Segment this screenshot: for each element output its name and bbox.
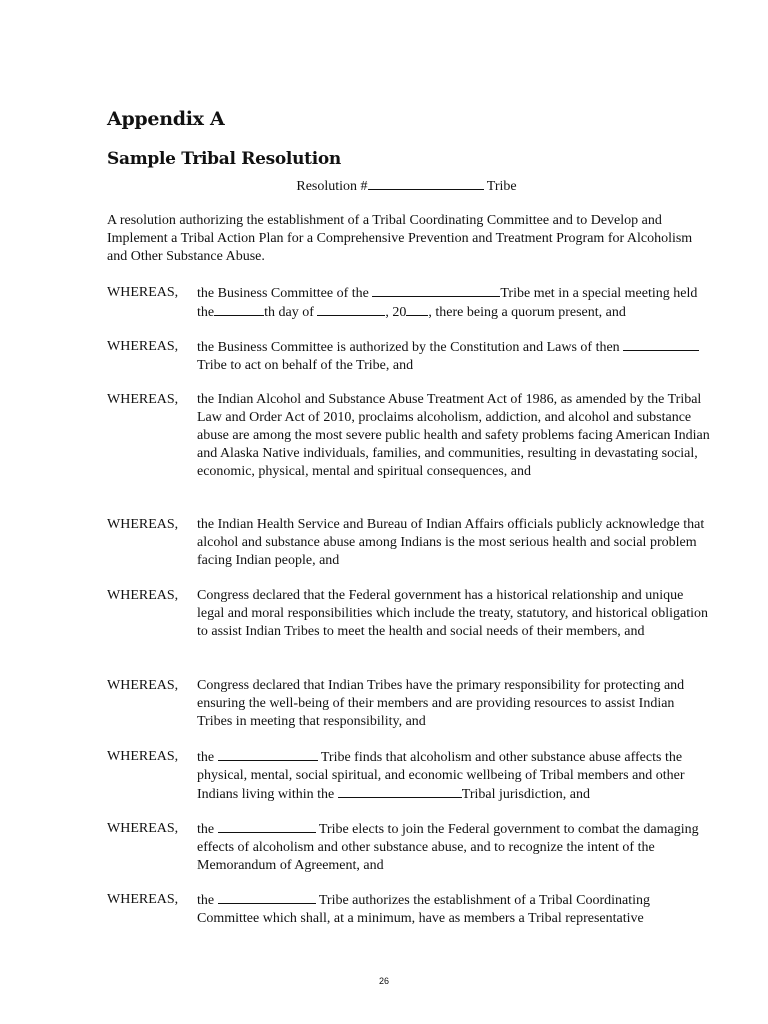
whereas-label: WHEREAS, [107,821,179,836]
clause-text: the Business Committee of the [197,286,373,301]
whereas-label: WHEREAS, [107,892,179,907]
resolution-prefix: Resolution # [296,179,368,194]
jurisdiction-blank [338,785,462,798]
clause-text: the [197,893,218,908]
clause-text: th day of [264,305,318,320]
whereas-label: WHEREAS, [107,749,179,764]
whereas-clause [107,820,712,875]
whereas-clause [107,338,712,375]
tribe-name-blank [218,748,318,761]
whereas-label: WHEREAS, [107,339,179,354]
whereas-clause [107,748,712,804]
whereas-label: WHEREAS, [107,588,179,603]
appendix-heading: Appendix A [107,108,225,130]
clause-text: the [197,822,218,837]
whereas-clause [107,284,712,322]
whereas-clause [107,677,712,731]
whereas-text [197,891,712,928]
tribe-name-blank [372,284,500,297]
resolution-intro: A resolution authorizing the establishment of a Tribal Coordinating Committee and to Develop and Implement a Tribal Action Plan for a Comprehensive Prevention and Treatment Program for Alcoholism and Other Substance Abuse. [107,213,693,264]
clause-text: Tribe elects to join the Federal government to combat the damaging effects of alcoholism and other substance abuse, and to recognize the intent of the Memorandum of Agreement, and [197,822,699,873]
document-title: Sample Tribal Resolution [107,149,341,169]
whereas-clause [107,587,712,641]
clause-text: Tribe authorizes the establishment of a Tribal Coordinating Committee which shall, at a minimum, have as members a Tribal representative [197,893,651,926]
page-number: 26 [378,976,389,986]
month-blank [317,303,385,316]
whereas-text: the Indian Health Service and Bureau of Indian Affairs officials publicly acknowledge that alcohol and substance abuse among Indians is the most serious health and social problem facing Indian people, and [197,517,705,568]
clause-text: , 20 [385,305,407,320]
whereas-text: Congress declared that the Federal government has a historical relationship and unique legal and moral responsibilities which include the treaty, statutory, and historical obligation to assist Indian Tribes to meet the health and social needs of their members, and [197,588,708,639]
clause-text: the Business Committee is authorized by the Constitution and Laws of then [197,340,620,355]
resolution-number-line [0,177,768,196]
whereas-label: WHEREAS, [107,678,179,693]
whereas-label: WHEREAS, [107,517,179,532]
tribe-name-blank [623,338,699,351]
whereas-clause [107,516,712,570]
whereas-label: WHEREAS, [107,285,179,300]
whereas-text: Congress declared that Indian Tribes have the primary responsibility for protecting and ensuring the well-being of their members and are providing resources to assist Indian Tribes in meeting that responsibility, and [197,678,685,729]
whereas-text: the Indian Alcohol and Substance Abuse Treatment Act of 1986, as amended by the Tribal Law and Order Act of 2010, proclaims alcoholism, addiction, and alcohol and substance abuse are among the most severe public health and safety problems facing American Indian and Alaska Native individuals, families, and communities, resulting in devastating social, economic, physical, mental and spiritual consequences, and [197,392,710,479]
resolution-number-blank [368,177,484,190]
clause-text: Tribe to act on behalf of the Tribe, and [197,358,414,373]
whereas-text [197,748,712,804]
year-blank [406,303,428,316]
whereas-clause [107,891,712,928]
whereas-text [197,284,712,322]
clause-text: Tribal jurisdiction, and [461,787,590,802]
tribe-name-blank [218,820,316,833]
whereas-label: WHEREAS, [107,392,179,407]
whereas-text [197,820,712,875]
clause-text: Tribe met in a special meeting held the [197,286,698,320]
day-blank [214,303,264,316]
resolution-suffix: Tribe [483,179,517,194]
whereas-clause [107,391,712,481]
tribe-name-blank [218,891,316,904]
clause-text: Tribe finds that alcoholism and other substance abuse affects the physical, mental, social spiritual, and economic wellbeing of Tribal members and other Indians living within the [197,750,685,802]
clause-text: the [197,750,218,765]
clause-text: , there being a quorum present, and [428,305,626,320]
whereas-text [197,338,712,375]
